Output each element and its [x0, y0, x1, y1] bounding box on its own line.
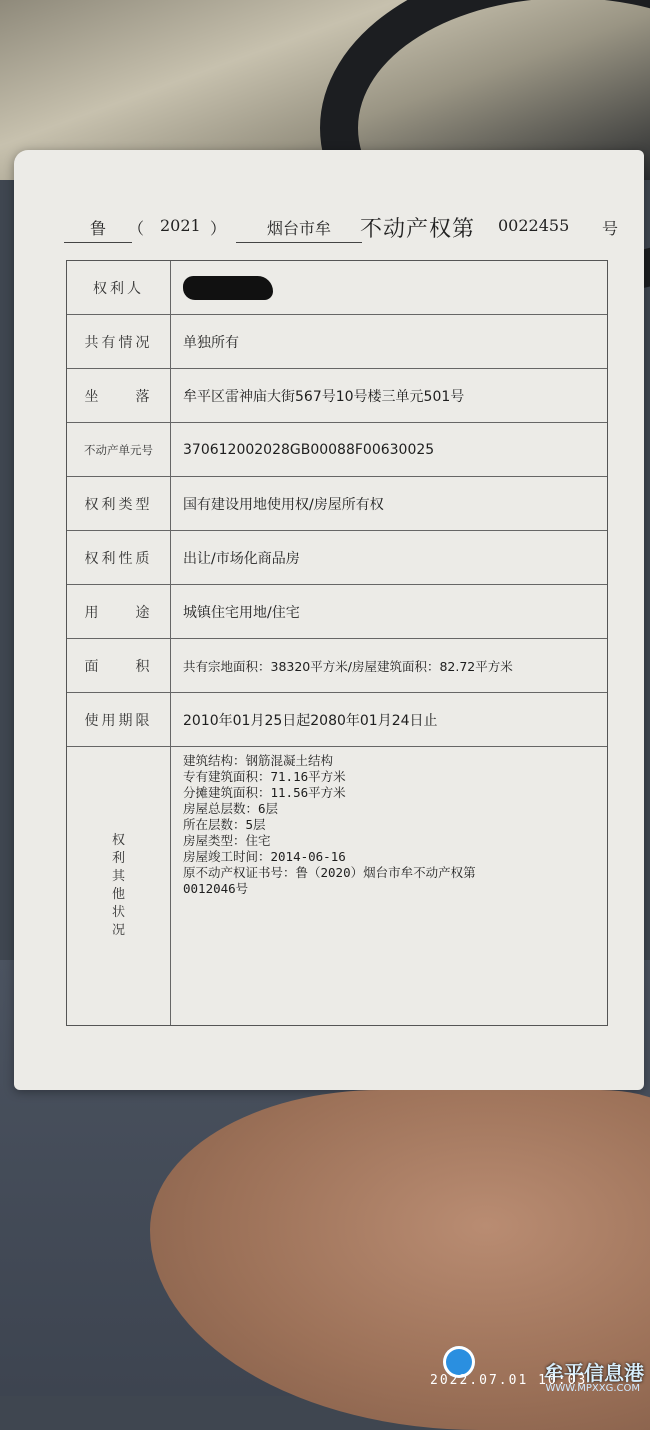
certificate-table	[66, 260, 608, 1026]
row-value: 城镇住宅用地/住宅	[183, 604, 300, 621]
row-label: 权利人	[67, 261, 171, 314]
row-label: 用 途	[67, 585, 171, 638]
redaction-mark	[183, 276, 273, 300]
other-status-label-char: 况	[111, 923, 125, 938]
row-value-owner	[171, 261, 607, 314]
header-title: 不动产权第	[360, 217, 476, 242]
table-row	[67, 261, 607, 315]
row-label: 使用期限	[67, 693, 171, 746]
row-label: 不动产单元号	[67, 423, 171, 476]
row-label: 权利类型	[67, 477, 171, 530]
table-row	[67, 585, 607, 639]
watermark-site: WWW.MPXXG.COM	[545, 1383, 640, 1394]
other-status-label-char: 权	[111, 833, 125, 848]
table-row	[67, 639, 607, 693]
table-row	[67, 693, 607, 747]
other-status-label-char: 他	[111, 887, 125, 902]
property-certificate-page	[14, 150, 644, 1090]
table-row	[67, 531, 607, 585]
row-value: 共有宗地面积：38320平方米/房屋建筑面积：82.72平方米	[183, 658, 513, 674]
row-label: 坐 落	[67, 369, 171, 422]
table-row	[67, 369, 607, 423]
table-row	[67, 423, 607, 477]
row-value: 牟平区雷神庙大街567号10号楼三单元501号	[183, 388, 465, 405]
row-label: 权利性质	[67, 531, 171, 584]
other-status-text: 建筑结构：钢筋混凝土结构 专有建筑面积：71.16平方米 分摊建筑面积：11.56平方米 房屋总层数：6层 所在层数：5层 房屋类型：住宅 房屋竣工时间：2014-06-16 原不动产权证书号：鲁（2020）烟台市牟不动产权第 0012046号	[183, 753, 476, 896]
header-open-paren: （	[128, 219, 145, 238]
row-value: 单独所有	[183, 334, 239, 351]
row-value: 2010年01月25日起2080年01月24日止	[183, 712, 438, 729]
other-status-label	[67, 747, 171, 1025]
other-status-label-char: 其	[111, 869, 125, 884]
photo-timestamp: 2022.07.01 10:03	[430, 1373, 588, 1388]
header-city: 烟台市牟	[236, 216, 362, 243]
other-status-label-char: 利	[111, 851, 125, 866]
row-label: 面 积	[67, 639, 171, 692]
table-row-other-status	[67, 747, 607, 1025]
header-year: 2021	[160, 216, 201, 235]
row-value: 国有建设用地使用权/房屋所有权	[183, 496, 384, 513]
table-row	[67, 315, 607, 369]
header-suffix: 号	[602, 219, 619, 238]
other-status-label-char: 状	[111, 905, 125, 920]
header-number: 0022455	[498, 216, 570, 235]
header-close-paren: ）	[210, 219, 227, 238]
watermark-brand: 牟平信息港	[544, 1361, 644, 1385]
row-value: 370612002028GB00088F00630025	[183, 441, 435, 458]
row-label: 共有情况	[67, 315, 171, 368]
table-row	[67, 477, 607, 531]
header-province: 鲁	[64, 216, 132, 243]
row-value: 出让/市场化商品房	[183, 550, 300, 567]
certificate-header	[64, 210, 619, 246]
